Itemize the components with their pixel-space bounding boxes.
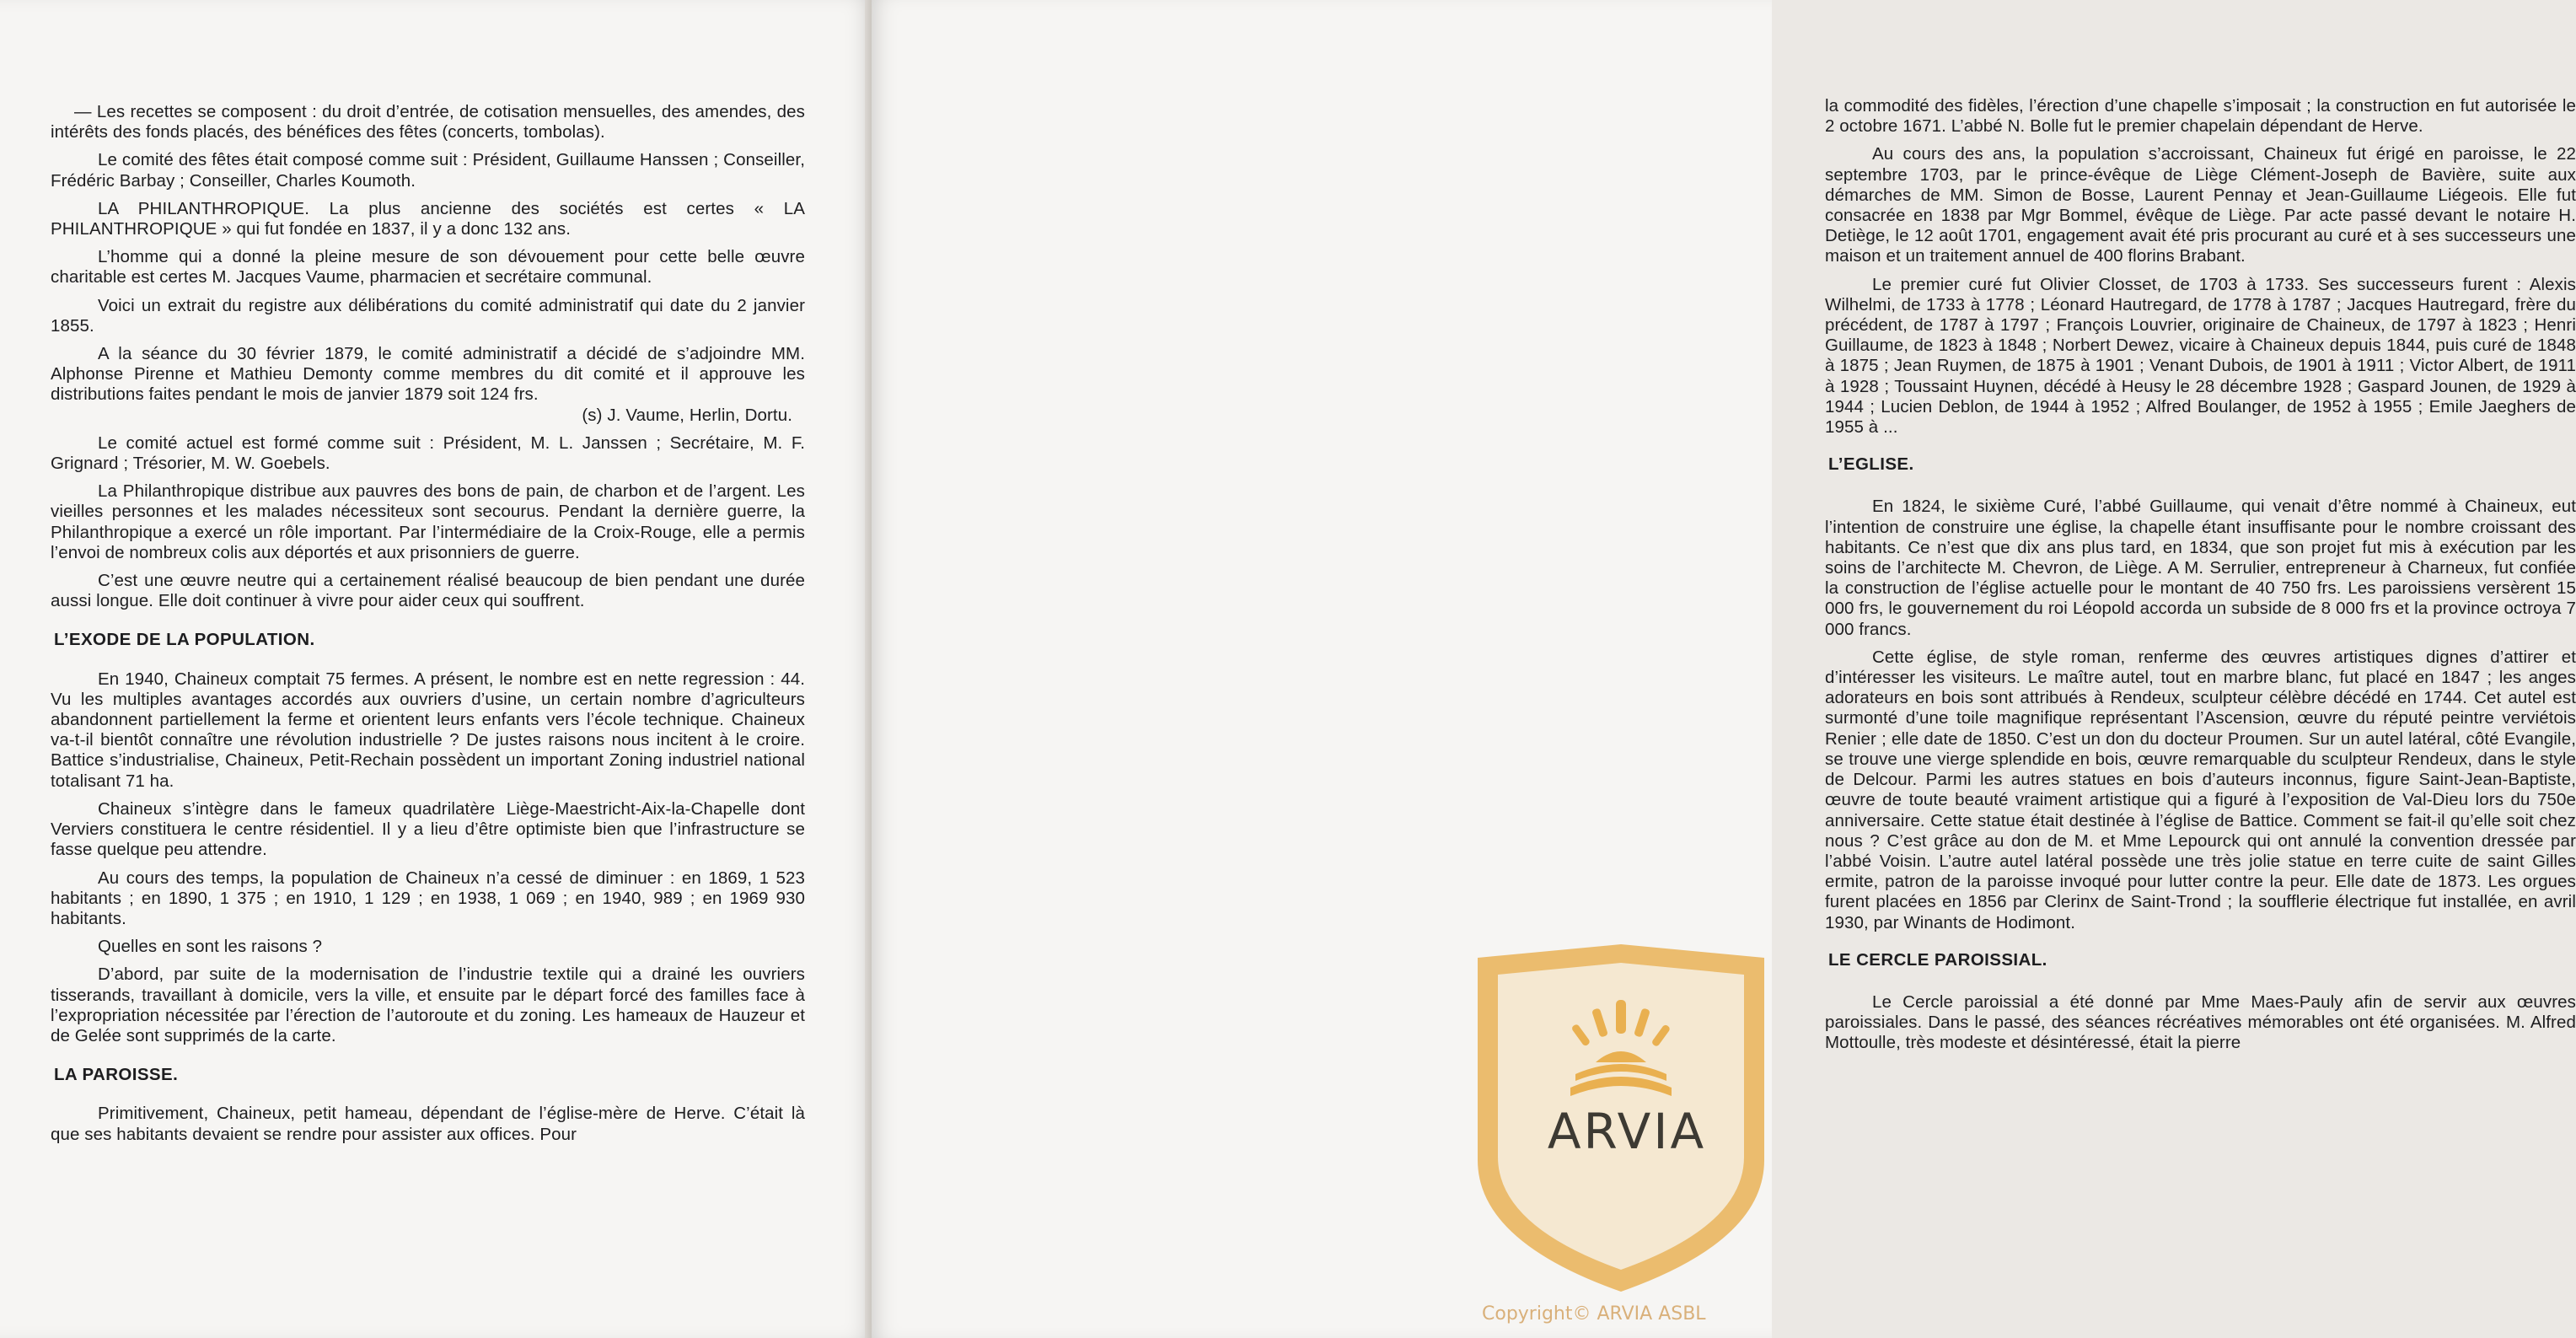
paragraph: la commodité des fidèles, l’érection d’une chapelle s’imposait ; la construction en fut autorisée le 2 octobre 1671. L’abbé N. Bolle fut le premier chapelain dépendant de Herve. xyxy=(1825,96,2576,137)
section-heading: LE CERCLE PAROISSIAL. xyxy=(1828,949,2047,970)
paragraph: Chaineux s’intègre dans le fameux quadrilatère Liège-Maestricht-Aix-la-Chapelle dont Verviers constituera le centre résidentiel. Il y a lieu d’être optimiste bien que l’infrastructure se fasse quelque peu attendre. xyxy=(51,798,805,860)
paragraph: Au cours des temps, la population de Chaineux n’a cessé de diminuer : en 1869, 1 523 habitants ; en 1890, 1 375 ; en 1910, 1 129 ; en 1938, 1 069 ; en 1940, 989 ; en 1969 930 habitants. xyxy=(51,868,805,928)
right-page-text-column xyxy=(1825,96,2576,1061)
left-page-text-column xyxy=(51,102,805,1153)
paragraph: A la séance du 30 février 1879, le comité administratif a décidé de s’adjoindre MM. Alphonse Pirenne et Mathieu Demonty comme membres du dit comité et il approuve les distributions faites pendant le mois de janvier 1879 soit 124 frs. xyxy=(51,344,805,405)
paragraph: Cette église, de style roman, renferme des œuvres artistiques dignes d’attirer et d’intéresser les visiteurs. Le maître autel, tout en marbre blanc, fut placé en 1847 ; les anges adorateurs en bois sont attribués à Rendeux, sculpteur célèbre décédé en 1744. Cet autel est surmonté d’une toile magnifique représentant l’Ascension, œuvre du réputé peintre verviétois Renier ; elle date de 1850. C’est un don du docteur Proumen. Sur un autel latéral, côté Evangile, se trouve une vierge splendide en bois, œuvre remarquable du sculpteur Rendeux, dans le style de Delcour. Parmi les autres statues en bois d’auteurs inconnus, figure Saint-Jean-Baptiste, œuvre de toute beauté vraiment artistique qui a figuré à l’exposition de Val-Dieu lors du 750e anniversaire. Cette statue était destinée à l’église de Battice. Comment se fait-il qu’elle soit chez nous ? C’est grâce au don de M. et Mme Lepourck qui ont annulé la convention dressée par l’abbé Voisin. L’autre autel latéral possède une très jolie statue en terre cuite de saint Gilles ermite, patron de la paroisse invoqué pour lutter contre la peur. Elle date de 1873. Les orgues furent placées en 1856 par Clerinx de Saint-Trond ; la soufflerie électrique fut installée, en avril 1930, par Winants de Hodimont. xyxy=(1825,647,2576,932)
signature-line: (s) J. Vaume, Herlin, Dortu. xyxy=(582,405,792,425)
copyright-notice: Copyright© ARVIA ASBL xyxy=(1482,1303,1706,1325)
paragraph: Quelles en sont les raisons ? xyxy=(98,937,323,957)
paragraph: D’abord, par suite de la modernisation de l’industrie textile qui a drainé les ouvriers tisserands, travaillant à domicile, vers la ville, et ensuite par le départ forcé des familles face à l’expropriation nécessitée par l’érection de l’autoroute et du zoning. Les hameaux de Hauzeur et de Gelée sont supprimés de la carte. xyxy=(51,965,805,1045)
section-heading: L’EXODE DE LA POPULATION. xyxy=(54,630,315,650)
paragraph: En 1824, le sixième Curé, l’abbé Guillaume, qui venait d’être nommé à Chaineux, eut l’intention de construire une église, la chapelle étant insuffisante pour le nombre croissant des habitants. Ce n’est que dix ans plus tard, en 1834, que son projet fut mis à exécution par les soins de l’architecte M. Chevron, de Liège. A M. Serrulier, entrepreneur à Charneux, fut confiée la construction de l’église actuelle pour le montant de 40 750 frs. Les paroissiens versèrent 15 000 frs, le gouvernement du roi Léopold accorda un subside de 8 000 frs et la province octroya 7 000 francs. xyxy=(1825,497,2576,639)
left-page xyxy=(0,0,872,1338)
section-heading: LA PAROISSE. xyxy=(54,1065,179,1085)
paragraph: L’homme qui a donné la pleine mesure de son dévouement pour cette belle œuvre charitable est certes M. Jacques Vaume, pharmacien et secrétaire communal. xyxy=(51,247,805,287)
paragraph: La Philanthropique distribue aux pauvres des bons de pain, de charbon et de l’argent. Les vieilles personnes et les malades nécessiteux sont secourus. Pendant la dernière guerre, la Philanthropique a exercé un rôle important. Par l’intermédiaire de la Croix-Rouge, elle a permis l’envoi de nombreux colis aux déportés et aux prisonniers de guerre. xyxy=(51,481,805,562)
paragraph: Au cours des ans, la population s’accroissant, Chaineux fut érigé en paroisse, le 22 septembre 1703, par le prince-évêque de Liège Clément-Joseph de Bavière, suite aux démarches de MM. Simon de Bosse, Laurent Pennay et Jean-Guillaume Liégeois. Elle fut consacrée en 1838 par Mgr Bommel, évêque de Liège. Par acte passé devant le notaire H. Detiège, le 12 août 1701, engagement avait été pris procurant au curé et à ses successeurs une maison et un traitement annuel de 400 florins Brabant. xyxy=(1825,144,2576,266)
paragraph: Le comité des fêtes était composé comme suit : Président, Guillaume Hanssen ; Conseiller, Frédéric Barbay ; Conseiller, Charles Koumoth. xyxy=(51,150,805,191)
paragraph: — Les recettes se composent : du droit d’entrée, de cotisation mensuelles, des amendes, des intérêts des fonds placés, des bénéfices des fêtes (concerts, tombolas). xyxy=(51,102,805,142)
paragraph: Le Cercle paroissial a été donné par Mme Maes-Pauly afin de servir aux œuvres paroissiales. Dans le passé, des séances récréatives mémorables ont été organisées. M. Alfred Mottoulle, très modeste et désintéressé, était la pierre xyxy=(1825,991,2576,1053)
paragraph: Le premier curé fut Olivier Closset, de 1703 à 1733. Ses successeurs furent : Alexis Wilhelmi, de 1733 à 1778 ; Léonard Hautregard, de 1778 à 1787 ; Jacques Hautregard, frère du précédent, de 1787 à 1797 ; François Louvrier, originaire de Chaineux, de 1797 à 1823 ; Henri Guillaume, de 1823 à 1848 ; Norbert Dewez, vicaire à Chaineux depuis 1844, puis curé de 1848 à 1875 ; Jean Ruymen, de 1875 à 1901 ; Venant Dubois, de 1901 à 1911 ; Victor Albert, de 1911 à 1928 ; Toussaint Huynen, décédé à Heusy le 28 décembre 1928 ; Gaspard Jounen, de 1929 à 1944 ; Lucien Deblon, de 1944 à 1952 ; Alfred Boulanger, de 1952 à 1955 ; Emile Jaeghers de 1955 à ... xyxy=(1825,274,2576,438)
paragraph: C’est une œuvre neutre qui a certainement réalisé beaucoup de bien pendant une durée aussi longue. Elle doit continuer à vivre pour aider ceux qui souffrent. xyxy=(51,571,805,611)
seal-brand-text: ARVIA xyxy=(1547,1103,1707,1160)
paragraph: Le comité actuel est formé comme suit : Président, M. L. Janssen ; Secrétaire, M. F. Grignard ; Trésorier, M. W. Goebels. xyxy=(51,433,805,474)
paragraph: Primitivement, Chaineux, petit hameau, dépendant de l’église-mère de Herve. C’était là que ses habitants devaient se rendre pour assister aux offices. Pour xyxy=(51,1104,805,1144)
section-heading: L’EGLISE. xyxy=(1828,454,1914,475)
paragraph: LA PHILANTHROPIQUE. La plus ancienne des sociétés est certes « LA PHILANTHROPIQUE » qui fut fondée en 1837, il y a donc 132 ans. xyxy=(51,198,805,239)
paragraph: Voici un extrait du registre aux délibérations du comité administratif qui date du 2 janvier 1855. xyxy=(51,295,805,336)
paragraph: En 1940, Chaineux comptait 75 fermes. A présent, le nombre est en nette regression : 44. Vu les multiples avantages accordés aux ouvriers d’usine, un certain nombre d’agriculteurs abandonnent partiellement la ferme et orientent leurs enfants vers l’école technique. Chaineux va-t-il bientôt connaître une révolution industrielle ? De justes raisons nous incitent à le croire. Battice s’industrialise, Chaineux, Petit-Rechain possèdent un important Zoning industriel national totalisant 71 ha. xyxy=(51,669,805,791)
